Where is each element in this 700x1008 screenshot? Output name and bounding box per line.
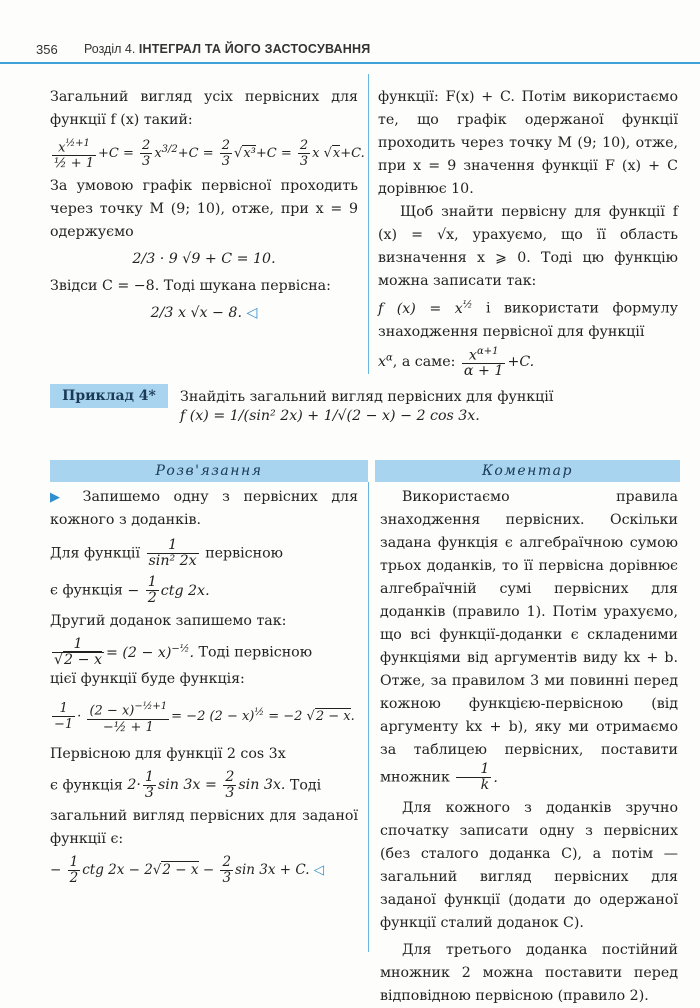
- solution-column: [50, 486, 358, 886]
- solution-step-2: Для функції $\frac{1}{\text{sin² 2x}}$ первісною: [50, 537, 283, 569]
- solution-equation: $\frac{1}{-1}$ · $\frac{(2 - x)^{-\frac{1}{2}+1}}{\text{−½ + 1}}$ = −2 $(2 - x)^{\frac{1}{2}} = -2$ √2 − x.: [54, 701, 355, 735]
- solution-step-6: цієї функції буде функція:: [50, 671, 245, 688]
- antiderivative-formula: $\frac{x^{\frac{1}{2}+1}}{\text{½ + 1}}$ +C = $\frac{2}{3}$ $x^{3/2}+C$ = $\frac{2}{3}$ √x³+C = $\frac{2}{3}$ x √x+C.: [54, 138, 365, 172]
- end-triangle-icon: ◁: [313, 861, 325, 878]
- solution-step-9: загальний вигляд первісних для заданої функції є:: [50, 807, 358, 847]
- left-paragraph-2: За умовою графік первісної проходить через точку M (9; 10), отже, при x = 9 одержуємо: [50, 178, 358, 241]
- left-paragraph-1: Загальний вигляд усіх первісних для функції f (x) такий:: [50, 89, 358, 128]
- right-paragraph-3: f $(x) = x^{\frac{1}{2}}$ і використати формулу знаходження первісної для функції: [378, 299, 678, 340]
- example-row: [50, 384, 680, 410]
- comment-band: Коментар: [375, 460, 680, 482]
- equation-substitution: 2/3 · 9 √9 + C = 10.: [132, 251, 276, 268]
- example-text: Знайдіть загальний вигляд первісних для функції: [180, 389, 554, 405]
- end-triangle-icon: ◁: [246, 305, 258, 322]
- solution-step-3: є функція − $\frac{1}{2}$ ctg 2x.: [50, 574, 210, 606]
- left-paragraph-3: Звідси C = −8. Тоді шукана первісна:: [50, 278, 331, 295]
- bullet-triangle-icon: ▶: [50, 490, 70, 505]
- section-title: Розділ 4. ІНТЕГРАЛ ТА ЙОГО ЗАСТОСУВАННЯ: [84, 42, 371, 56]
- right-paragraph-1: функції: F(x) + C. Потім використаємо те, що графік одержаної функції проходить через точку M (9; 10), отже, при x = 9 значення функції F (x) + C дорівнює 10.: [378, 89, 678, 197]
- comment-paragraph-2: Для кожного з доданків зручно спочатку записати одну з первісних (без сталого доданка C), а потім — загальний вигляд первісних для заданої функції (додати до одержаної функції сталий доданок C).: [380, 800, 678, 931]
- column-divider-top: [368, 74, 369, 374]
- equation-result: 2/3 x √x − 8. ◁: [150, 305, 258, 322]
- solution-step-5: $\frac{1}{√2 - x}$ = $(2 - x)^{-\frac{1}{2}}$. Тоді первісною: [54, 636, 313, 669]
- page-header: [0, 0, 700, 62]
- header-rule: [0, 62, 700, 64]
- solution-step-1: ▶ Запишемо одну з первісних для кожного з доданків.: [50, 489, 359, 528]
- comment-paragraph-1: Використаємо правила знаходження первісних. Оскільки задана функція є алгебраїчною сумою трьох доданків, то її первісна дорівнює алгебраїчній сумі первісних для доданків (правило 1). Потім урахуємо, що всі функції-доданки є складеними функціями від аргументів виду kx + b. Отже, за правилом 3 ми повинні перед кожною функцією-первісною (від аргументу kx + b), яку ми отримаємо за таблицею первісних, поставити множник $\frac{1}{k}$ .: [380, 489, 678, 793]
- solution-step-8: є функція 2· $\frac{1}{3}$ sin 3x = $\frac{2}{3}$ sin 3x. Тоді: [50, 768, 322, 801]
- right-paragraph-2: Щоб знайти первісну для функції f (x) = √x, урахуємо, що її область визначення x ⩾ 0. Тоді цю функцію можна записати так:: [378, 204, 678, 289]
- right-column-top: [378, 86, 678, 379]
- solution-step-7: Первісною для функції 2 cos 3x: [50, 745, 286, 762]
- right-paragraph-4: $x^\alpha$, а саме: $\frac{x^{\alpha+1}}{\alpha + 1}$ +C.: [378, 345, 535, 380]
- example-label: Приклад 4*: [50, 384, 168, 408]
- column-divider-bottom: [368, 482, 369, 952]
- solution-band: Розв'язання: [50, 460, 368, 482]
- comment-paragraph-3: Для третього доданка постійний множник 2 можна поставити перед відповідною первісною (правило 2).: [380, 942, 678, 1004]
- final-answer: − $\frac{1}{2}$ ctg 2x − 2√2 − x − $\frac{2}{3}$ sin 3x + C. ◁: [50, 853, 325, 886]
- solution-step-4: Другий доданок запишемо так:: [50, 613, 287, 629]
- page-number: 356: [36, 42, 58, 57]
- example-formula: f (x) = 1/(sin² 2x) + 1/√(2 − x) − 2 cos 3x.: [180, 408, 480, 424]
- comment-column: [380, 486, 678, 1008]
- left-column-top: [50, 86, 365, 329]
